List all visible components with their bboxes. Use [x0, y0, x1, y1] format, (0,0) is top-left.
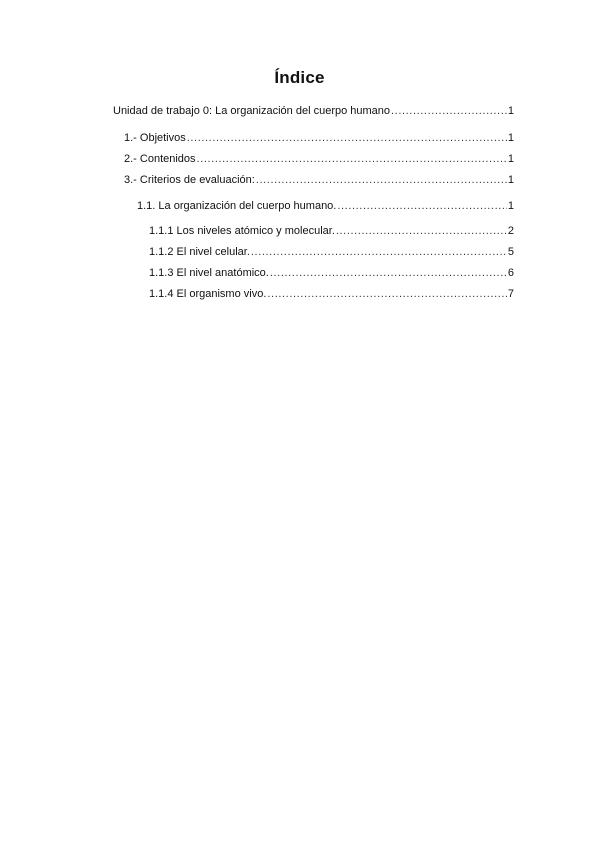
toc-entry-label: 2.- Contenidos	[124, 153, 196, 165]
toc-entry-label: 3.- Criterios de evaluación:	[124, 174, 255, 186]
toc-entry-unit[interactable]	[113, 105, 514, 118]
toc-entry-page: 7	[507, 288, 514, 300]
toc-dot-leader	[251, 246, 507, 259]
toc-dot-leader	[270, 267, 507, 280]
toc-entry-contenidos[interactable]	[124, 153, 514, 166]
toc-entry-page: 2	[507, 225, 514, 237]
toc-entry-page: 5	[507, 246, 514, 258]
toc-entry-niveles-atomico[interactable]	[149, 225, 514, 238]
toc-entry-page: 1	[507, 174, 514, 186]
toc-entry-organismo-vivo[interactable]	[149, 288, 514, 301]
toc-entry-label: 1.1.1 Los niveles atómico y molecular.	[149, 225, 335, 237]
toc-entry-page: 6	[507, 267, 514, 279]
toc-entry-nivel-anatomico[interactable]	[149, 267, 514, 280]
toc-entry-objetivos[interactable]	[124, 132, 514, 145]
toc-dot-leader	[267, 288, 506, 301]
toc-entry-label: Unidad de trabajo 0: La organización del cuerpo humano	[113, 105, 391, 117]
toc-entry-page: 1	[507, 105, 514, 117]
toc-dot-leader	[337, 200, 507, 213]
toc-entry-label: 1.1.3 El nivel anatómico.	[149, 267, 269, 279]
toc-entry-organizacion[interactable]	[137, 200, 514, 213]
toc-entry-page: 1	[507, 200, 514, 212]
toc-dot-leader	[197, 153, 507, 166]
toc-dot-leader	[187, 132, 507, 145]
toc-entry-label: 1.- Objetivos	[124, 132, 186, 144]
toc-dot-leader	[336, 225, 507, 238]
toc-entry-criterios[interactable]	[124, 174, 514, 187]
toc-entry-page: 1	[507, 132, 514, 144]
toc-entry-label: 1.1. La organización del cuerpo humano.	[137, 200, 337, 212]
toc-entry-page: 1	[507, 153, 514, 165]
page-title: Índice	[274, 68, 325, 87]
toc-entry-label: 1.1.4 El organismo vivo.	[149, 288, 267, 300]
toc-dot-leader	[391, 105, 507, 118]
toc-entry-nivel-celular[interactable]	[149, 246, 514, 259]
toc-dot-leader	[256, 174, 507, 187]
toc-entry-label: 1.1.2 El nivel celular.	[149, 246, 250, 258]
